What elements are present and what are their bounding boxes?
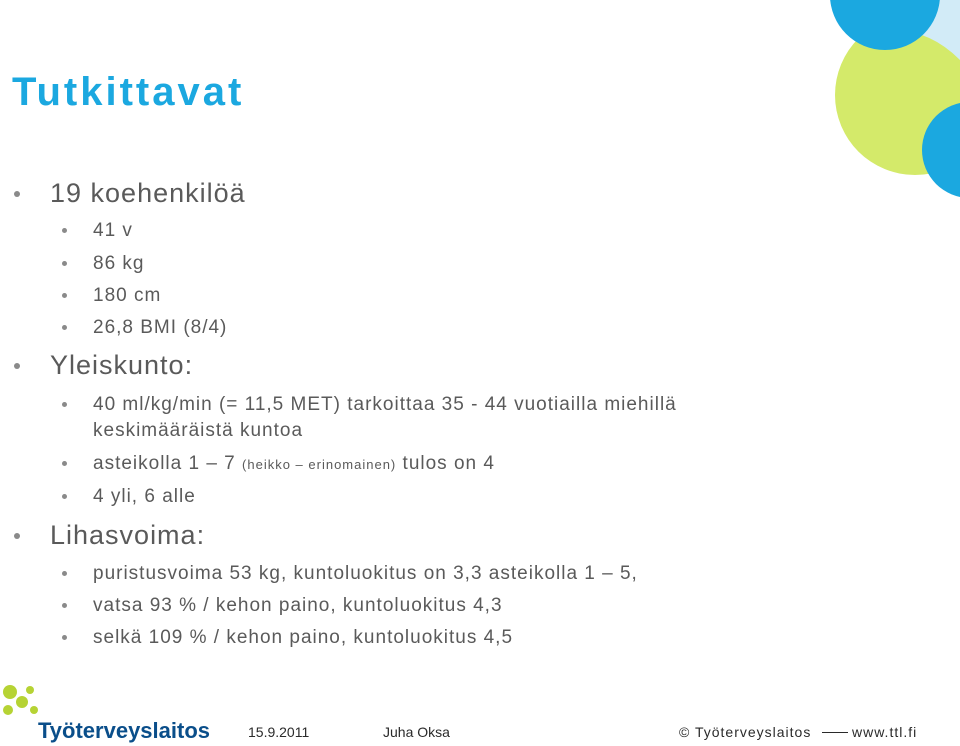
footer-website: www.ttl.fi [852,724,918,740]
list-item: puristusvoima 53 kg, kuntoluokitus on 3,3 asteikolla 1 – 5, [93,561,638,587]
decorative-circles [720,0,960,210]
footer-date: 15.9.2011 [248,724,310,740]
scale-text: asteikolla 1 – 7 [93,453,236,474]
section-heading-strength: Lihasvoima: [50,520,206,550]
list-item: selkä 109 % / kehon paino, kuntoluokitus 4,5 [93,625,513,651]
list-item: 180 cm [93,283,161,309]
slide-title: Tutkittavat [12,70,245,114]
list-item [93,392,677,444]
list-item: 41 v [93,218,133,244]
footer-divider [822,732,848,733]
logo-text: Työterveyslaitos [38,718,211,743]
list-item: 26,8 BMI (8/4) [93,315,227,341]
list-item-line2: keskimääräistä kuntoa [93,420,304,441]
list-item: 4 yli, 6 alle [93,484,196,510]
list-item-line1: 40 ml/kg/min (= 11,5 MET) tarkoittaa 35 - 44 vuotiailla miehillä [93,394,677,415]
list-item: vatsa 93 % / kehon paino, kuntoluokitus 4,3 [93,593,503,619]
list-item: 86 kg [93,251,144,277]
footer [0,680,960,746]
footer-author: Juha Oksa [383,724,450,740]
list-item [93,451,495,478]
section-heading-subjects: 19 koehenkilöä [50,178,246,208]
footer-copyright: © Työterveyslaitos [679,724,812,740]
scale-range-note: (heikko – erinomainen) [242,457,397,472]
section-heading-fitness: Yleiskunto: [50,350,194,380]
result-text: tulos on 4 [402,453,495,474]
